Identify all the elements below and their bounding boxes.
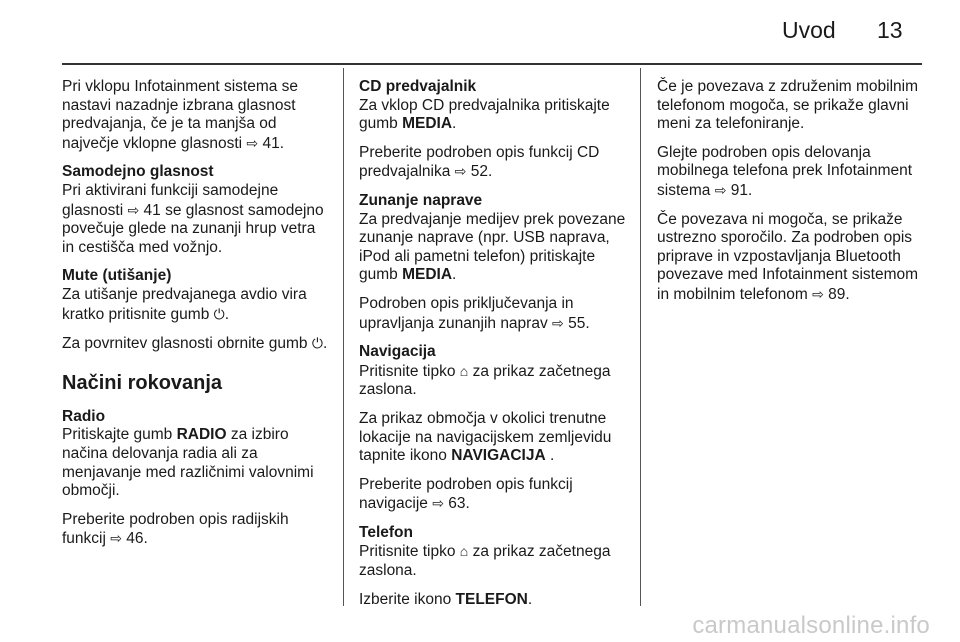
column-3 [657,78,933,315]
subheading: Navigacija [359,343,436,361]
page-ref[interactable]: 41. [262,134,285,152]
page-ref[interactable]: 55. [568,314,590,332]
paragraph: Pri aktivirani funkciji samodejne glasnosti ⇨ 41 se glasnost samodejno povečuje glede na zunanji hrup vetra in cestišča med vožnjo. [62,181,324,256]
page-ref[interactable]: 91. [730,181,753,199]
watermark: carmanualsonline.info [692,612,930,639]
button-name: TELEFON [455,590,528,608]
subheading: Telefon [359,523,413,541]
paragraph: Preberite podroben opis funkcij CD predvajalnika ⇨ 52. [359,143,600,181]
paragraph: Za utišanje predvajanega avdio vira kratko pritisnite gumb ⏻. [62,285,307,323]
paragraph: Če povezava ni mogoča, se prikaže ustrezno sporočilo. Za podroben opis priprave in vzpostavljanja Bluetooth povezave med Infotainment sistemom in mobilnim telefonom ⇨ 89. [657,210,919,303]
subheading: Samodejno glasnost [62,163,214,181]
paragraph: Podroben opis priključevanja in upravljanja zunanjih naprav ⇨ 55. [359,294,590,332]
page-ref-icon: ⇨ [454,163,467,180]
paragraph: Če je povezava z združenim mobilnim telefonom mogoča, se prikaže glavni meni za telefoniranje. [657,78,919,133]
paragraph: Pritisnite tipko ⌂ za prikaz začetnega zaslona. [359,543,611,580]
button-name: MEDIA [402,266,453,284]
section-heading: Načini rokovanja [62,371,223,394]
page-ref-icon: ⇨ [127,201,140,218]
paragraph: Pritisnite tipko ⌂ za prikaz začetnega zaslona. [359,362,611,399]
column-2 [359,78,631,619]
column-1 [62,78,330,559]
page-ref[interactable]: 46. [126,530,148,548]
column-divider-2 [640,68,641,606]
header-divider [62,63,922,65]
button-name: RADIO [176,426,227,444]
paragraph: Za prikaz območja v okolici trenutne lokacije na navigacijskem zemljevidu tapnite ikono NAVIGACIJA . [359,409,612,465]
paragraph: Glejte podroben opis delovanja mobilnega telefona prek Infotainment sistema ⇨ 91. [657,143,913,199]
page-ref-icon: ⇨ [432,495,444,512]
column-divider-1 [343,68,344,606]
button-name: MEDIA [402,115,453,133]
home-icon: ⌂ [459,362,469,379]
page-ref-icon: ⇨ [552,314,564,331]
page-title: Uvod [782,17,836,43]
page-ref[interactable]: 41 [143,201,161,219]
page-ref-icon: ⇨ [246,134,259,151]
power-icon: ⏻ [213,305,225,322]
subheading: Mute (utišanje) [62,267,172,285]
page-ref[interactable]: 52. [470,163,493,181]
paragraph: Pri vklopu Infotainment sistema se nastavi nazadnje izbrana glasnost predvajanja, če je ta manjša od največje vklopne glasnosti ⇨ 41. [62,78,299,152]
page-ref-icon: ⇨ [714,181,727,198]
paragraph: Za vklop CD predvajalnika pritiskajte gumb MEDIA. [359,96,610,133]
page-ref-icon: ⇨ [110,530,122,547]
home-icon: ⌂ [459,543,469,560]
paragraph: Za predvajanje medijev prek povezane zunanje naprave (npr. USB naprava, iPod ali pametni telefon) pritiskajte gumb MEDIA. [359,210,626,284]
paragraph: Pritiskajte gumb RADIO za izbiro načina delovanja radia ali za menjavanje med različnimi valovnimi območji. [62,426,314,500]
page-ref-icon: ⇨ [812,285,824,302]
subheading: CD predvajalnik [359,78,477,95]
subheading: Radio [62,407,106,425]
page-number: 13 [877,17,903,43]
power-icon: ⏻ [311,335,323,352]
subheading: Zunanje naprave [359,191,483,209]
button-name: NAVIGACIJA [451,447,546,465]
paragraph: Preberite podroben opis funkcij navigacije ⇨ 63. [359,475,573,513]
paragraph: Preberite podroben opis radijskih funkcij ⇨ 46. [62,510,289,548]
page-ref[interactable]: 89. [828,285,850,303]
page-ref[interactable]: 63. [448,495,470,513]
paragraph: Za povrnitev glasnosti obrnite gumb ⏻. [62,335,328,353]
paragraph: Izberite ikono TELEFON. [359,590,533,608]
